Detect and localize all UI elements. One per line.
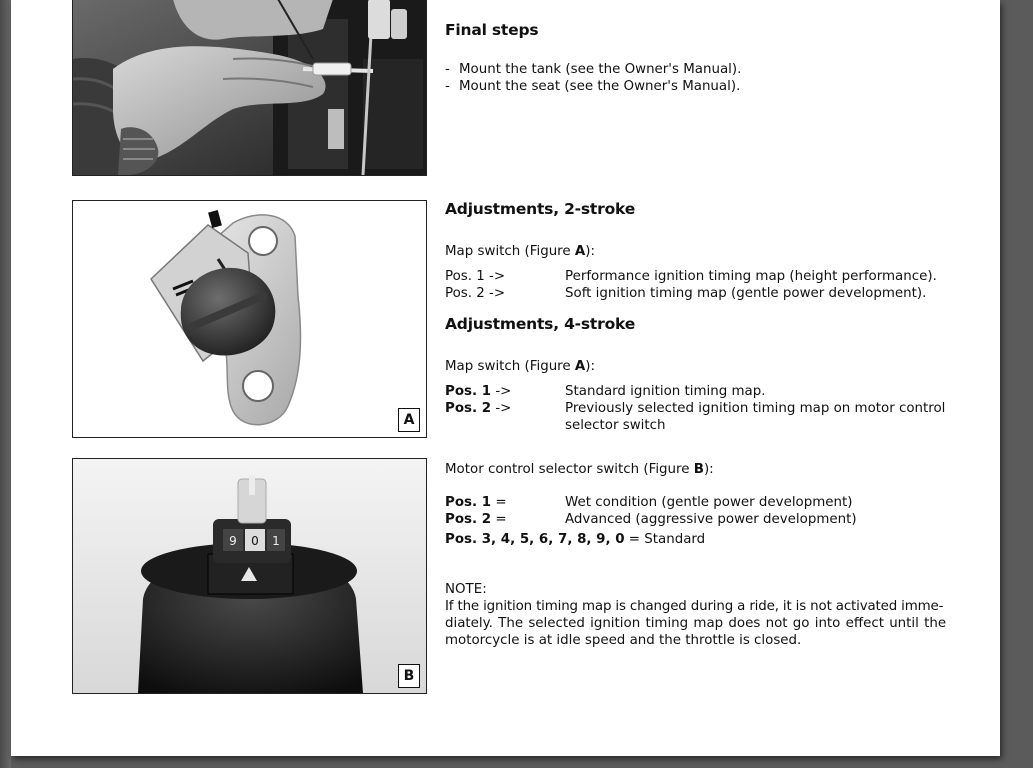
bullet-text: Mount the seat (see the Owner's Manual). [459,79,741,94]
document-page [11,0,1000,756]
heading-adjustments-2-stroke: Adjustments, 2-stroke [445,200,636,218]
figure-a-map-switch [72,200,427,438]
heading-adjustments-4-stroke: Adjustments, 4-stroke [445,315,636,333]
row-4-stroke-pos-2-continued: selector switch [565,418,666,433]
bullet-text: Mount the tank (see the Owner's Manual). [459,62,742,77]
photo-wiring-illustration [73,0,426,175]
dial-digit-0: 0 [251,534,259,548]
viewer-left-edge [0,0,11,768]
row-4-stroke-pos-1: Pos. 1 -> Standard ignition timing map. [445,384,766,399]
row-4-stroke-pos-2: Pos. 2 -> Previously selected ignition timing map on motor control [445,401,946,416]
note-line-2: diately. The selected ignition timing map does not go into effect until the [445,616,947,631]
row-selector-pos-1: Pos. 1 = Wet condition (gentle power development) [445,495,853,510]
dial-digit-9: 9 [229,534,237,548]
row-2-stroke-pos-2: Pos. 2 -> Soft ignition timing map (gentle power development). [445,286,927,301]
figure-b-selector-switch [72,458,427,694]
heading-final-steps: Final steps [445,21,539,39]
bullet-mount-seat: - Mount the seat (see the Owner's Manual). [445,79,741,94]
bullet-mount-tank: - Mount the tank (see the Owner's Manual). [445,62,742,77]
figure-b-label: B [398,664,420,688]
dial-digit-1: 1 [272,534,280,548]
selector-switch-illustration [73,459,426,693]
note-line-1: If the ignition timing map is changed during a ride, it is not activated imme- [445,599,944,614]
figure-a-label: A [398,408,420,432]
motor-selector-intro: Motor control selector switch (Figure B): [445,462,714,477]
note-label: NOTE: [445,582,487,597]
map-switch-illustration [73,201,426,437]
row-selector-pos-2: Pos. 2 = Advanced (aggressive power development) [445,512,857,527]
photo-wiring-connector [72,0,427,176]
row-selector-standard: Pos. 3, 4, 5, 6, 7, 8, 9, 0 = Standard [445,532,706,547]
row-2-stroke-pos-1: Pos. 1 -> Performance ignition timing map (height performance). [445,269,937,284]
map-switch-intro-4-stroke: Map switch (Figure A): [445,359,596,374]
map-switch-intro-2-stroke: Map switch (Figure A): [445,244,596,259]
note-line-3: motorcycle is at idle speed and the throttle is closed. [445,633,802,648]
